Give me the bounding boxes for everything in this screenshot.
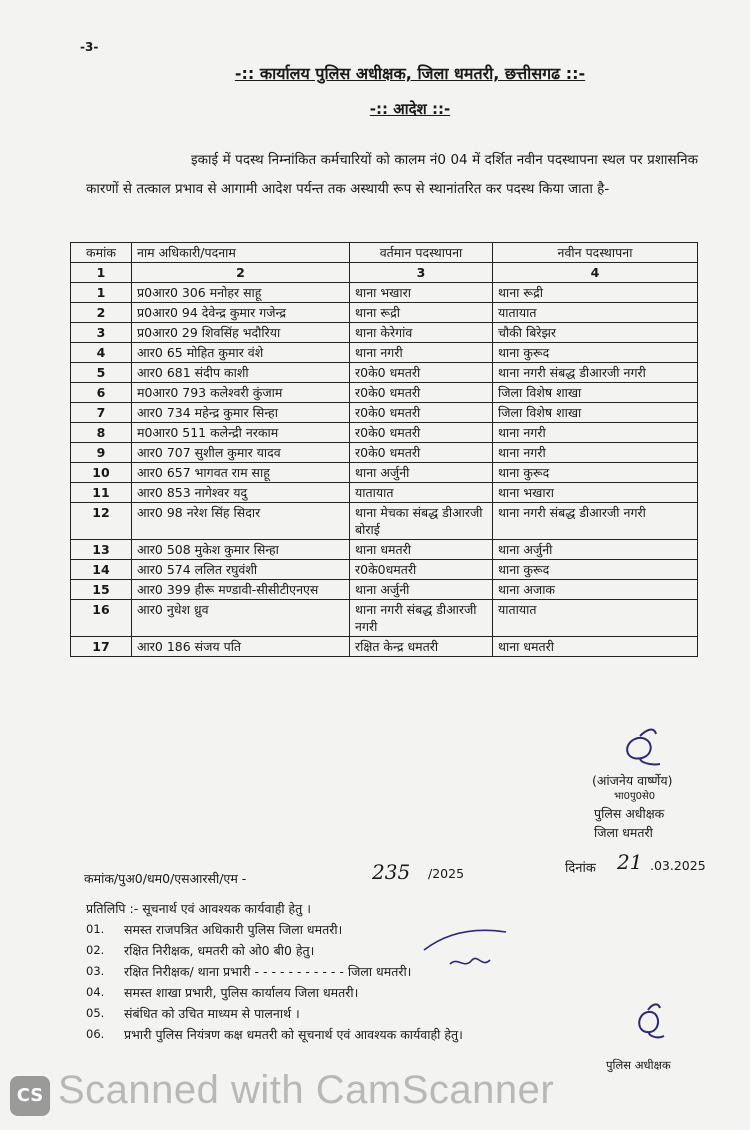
copy-item-text: समस्त शाखा प्रभारी, पुलिस कार्यालय जिला धमतरी। [124,985,359,1000]
copy-item-number: 05. [86,1006,105,1020]
table-row [71,423,698,443]
cell-current-posting: थाना मेचका संबद्ध डीआरजी बोराई [350,503,493,540]
office-title: -:: कार्यालय पुलिस अधीक्षक, जिला धमतरी, छत्तीसगढ ::- [234,64,586,83]
cell-name: आर0 399 हीरू मण्डावी-सीसीटीएनएस [132,580,350,600]
copy-item-text: रक्षित निरीक्षक, धमतरी को ओ0 बी0 हेतु। [124,943,315,958]
cell-current-posting: र0के0 धमतरी [350,363,493,383]
cell-current-posting: र0के0 धमतरी [350,443,493,463]
cell-name: प्र0आर0 29 शिवसिंह भदौरिया [132,323,350,343]
cell-new-posting: यातायात [493,303,698,323]
cell-serial: 6 [71,383,132,403]
cell-name: प्र0आर0 306 मनोहर साहू [132,283,350,303]
cell-new-posting: थाना नगरी [493,423,698,443]
cell-new-posting: थाना रूद्री [493,283,698,303]
copy-item-text: समस्त राजपत्रित अधिकारी पुलिस जिला धमतरी। [124,922,343,937]
cell-current-posting: थाना अर्जुनी [350,463,493,483]
cell-name: म0आर0 793 कलेश्वरी कुंजाम [132,383,350,403]
cell-new-posting: थाना नगरी संबद्ध डीआरजी नगरी [493,503,698,540]
cell-new-posting: थाना कुरूद [493,343,698,363]
copy-item-text: प्रभारी पुलिस नियंत्रण कक्ष धमतरी को सूचनार्थ एवं आवश्यक कार्यवाही हेतु। [124,1027,463,1042]
signature-block [592,735,722,842]
intro-paragraph: इकाई में पदस्थ निम्नांकित कर्मचारियों को कालम नं0 04 में दर्शित नवीन पदस्थापना स्थल पर प्रशासनिक कारणों से तत्काल प्रभाव से आगामी आदेश पर्यन्त तक अस्थायी रूप से स्थानांतरित कर पदस्थ किया जाता है- [86,152,698,197]
copy-item-number: 03. [86,964,105,978]
table-row [71,503,698,540]
cell-new-posting: जिला विशेष शाखा [493,383,698,403]
page-number: -3- [80,40,99,54]
cell-serial: 10 [71,463,132,483]
cell-name: आर0 574 ललित रघुवंशी [132,560,350,580]
reference-number: 235 [372,860,411,884]
table-row [71,637,698,657]
table-row [71,540,698,560]
camscanner-logo-icon: CS [10,1076,50,1116]
copy-item [86,1003,706,1024]
col-header-name: नाम अधिकारी/पदनाम [132,243,350,263]
cell-new-posting: चौकी बिरेझर [493,323,698,343]
cell-serial: 8 [71,423,132,443]
cell-new-posting: जिला विशेष शाखा [493,403,698,423]
cell-name: आर0 65 मोहित कुमार वंशे [132,343,350,363]
cell-name: आर0 98 नरेश सिंह सिदार [132,503,350,540]
column-number-row [71,263,698,283]
table-row [71,600,698,637]
table-row [71,323,698,343]
copy-list [86,898,706,1045]
cell-name: आर0 657 भागवत राम साहू [132,463,350,483]
cell-name: म0आर0 511 कलेन्द्री नरकाम [132,423,350,443]
cell-new-posting: थाना अर्जुनी [493,540,698,560]
cell-serial: 13 [71,540,132,560]
col-number: 3 [350,263,493,283]
cell-serial: 3 [71,323,132,343]
col-header-new: नवीन पदस्थापना [493,243,698,263]
copy-item [86,1024,706,1045]
cell-current-posting: थाना केरेगांव [350,323,493,343]
copy-item-number: 01. [86,922,105,936]
cell-name: आर0 707 सुशील कुमार यादव [132,443,350,463]
handwritten-scribble [420,920,510,980]
signatory-designation: पुलिस अधीक्षक [594,806,665,821]
cell-serial: 12 [71,503,132,540]
cell-serial: 14 [71,560,132,580]
cell-current-posting: थाना भखारा [350,283,493,303]
table-row [71,560,698,580]
cell-serial: 9 [71,443,132,463]
cell-current-posting: र0के0 धमतरी [350,423,493,443]
cell-new-posting: थाना कुरूद [493,463,698,483]
copy-item-text: रक्षित निरीक्षक/ थाना प्रभारी - - - - - - - - - - - जिला धमतरी। [124,964,412,979]
reference-prefix: कमांक/पुअ0/धम0/एसआरसी/एम - [84,871,247,886]
cell-name: आर0 186 संजय पति [132,637,350,657]
cell-serial: 1 [71,283,132,303]
copy-item-number: 02. [86,943,105,957]
cell-name: आर0 853 नागेश्वर यदु [132,483,350,503]
signatory-service: भा0पु0से0 [614,791,656,802]
cell-new-posting: थाना कुरूद [493,560,698,580]
cell-serial: 16 [71,600,132,637]
col-number: 1 [71,263,132,283]
cell-name: आर0 734 महेन्द्र कुमार सिन्हा [132,403,350,423]
table-row [71,580,698,600]
reference-year: /2025 [428,866,465,881]
cell-current-posting: यातायात [350,483,493,503]
copy-item-text: संबंधित को उचित माध्यम से पालनार्थ । [124,1006,300,1021]
cell-current-posting: रक्षित केन्द्र धमतरी [350,637,493,657]
cell-serial: 2 [71,303,132,323]
cell-name: आर0 681 संदीप काशी [132,363,350,383]
cell-name: प्र0आर0 94 देवेन्द्र कुमार गजेन्द्र [132,303,350,323]
cell-serial: 5 [71,363,132,383]
cell-current-posting: थाना रूद्री [350,303,493,323]
date-label: दिनांक [565,861,596,876]
table-row [71,343,698,363]
cell-new-posting: थाना धमतरी [493,637,698,657]
table-header-row [71,243,698,263]
table-row [71,283,698,303]
table-row [71,303,698,323]
cell-new-posting: थाना अजाक [493,580,698,600]
cell-name: आर0 नुधेश ध्रुव [132,600,350,637]
date-day: 21 [617,850,643,874]
copy-item [86,982,706,1003]
cell-new-posting: थाना नगरी [493,443,698,463]
cell-new-posting: थाना भखारा [493,483,698,503]
table-row [71,403,698,423]
cell-current-posting: थाना नगरी [350,343,493,363]
table-row [71,383,698,403]
table-row [71,463,698,483]
watermark-text: Scanned with CamScanner [58,1068,555,1112]
cell-current-posting: थाना अर्जुनी [350,580,493,600]
cell-current-posting: थाना नगरी संबद्ध डीआरजी नगरी [350,600,493,637]
cell-serial: 15 [71,580,132,600]
date-rest: .03.2025 [650,858,706,873]
cell-serial: 11 [71,483,132,503]
transfer-table [70,242,698,657]
cell-current-posting: र0के0धमतरी [350,560,493,580]
signatory-name: (आंजनेय वार्ष्णेय) [592,773,673,788]
cell-serial: 7 [71,403,132,423]
table-row [71,443,698,463]
cell-name: आर0 508 मुकेश कुमार सिन्हा [132,540,350,560]
copy-item-number: 06. [86,1027,105,1041]
cell-current-posting: र0के0 धमतरी [350,403,493,423]
copy-heading: प्रतिलिपि :- सूचनार्थ एवं आवश्यक कार्यवाही हेतु । [86,901,312,916]
cell-current-posting: थाना धमतरी [350,540,493,560]
col-number: 4 [493,263,698,283]
col-header-current: वर्तमान पदस्थापना [350,243,493,263]
table-row [71,363,698,383]
table-row [71,483,698,503]
cell-serial: 17 [71,637,132,657]
copy-item-number: 04. [86,985,105,999]
copy-item [86,961,706,982]
cell-new-posting: यातायात [493,600,698,637]
col-number: 2 [132,263,350,283]
initials-mark [630,1002,670,1047]
col-header-sn: कमांक [71,243,132,263]
signatory-district: जिला धमतरी [594,825,653,840]
copy-item [86,919,706,940]
cell-serial: 4 [71,343,132,363]
cell-current-posting: र0के0 धमतरी [350,383,493,403]
cell-new-posting: थाना नगरी संबद्ध डीआरजी नगरी [493,363,698,383]
bottom-designation: पुलिस अधीक्षक [606,1058,671,1072]
order-heading: -:: आदेश ::- [369,100,451,118]
copy-item [86,940,706,961]
scanner-watermark [10,1068,554,1113]
